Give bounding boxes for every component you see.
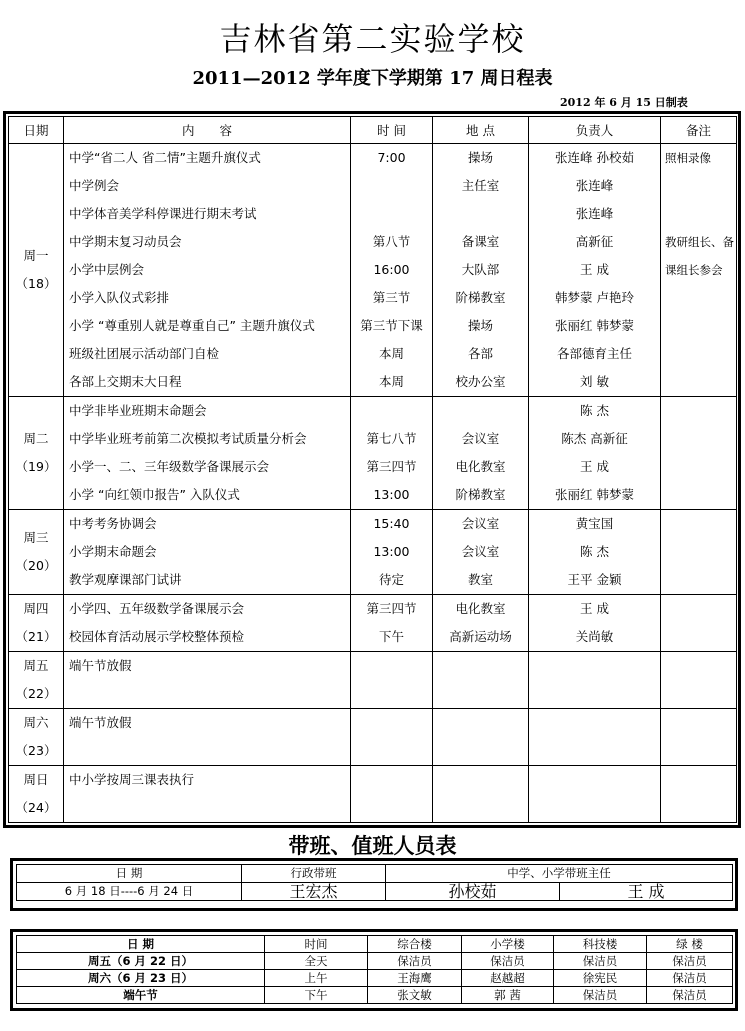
item-person <box>529 709 660 737</box>
item-content: 中学期末复习动员会 <box>69 234 182 249</box>
item-content <box>64 737 350 765</box>
page-subtitle: 2011—2012 学年度下学期第 17 周日程表 <box>192 68 553 89</box>
col-note: 备注 <box>661 117 737 144</box>
schedule-frame <box>3 111 741 828</box>
clean-date: 周六（6 月 23 日） <box>17 970 265 987</box>
clean-date: 周五（6 月 22 日） <box>17 953 265 970</box>
item-time: 本周 <box>378 374 404 389</box>
note-cell <box>661 397 737 510</box>
place-cell <box>433 397 529 510</box>
week-number: （22） <box>15 686 57 701</box>
item-time <box>351 200 432 228</box>
time-cell <box>351 397 433 510</box>
note-cell <box>661 595 737 652</box>
clean-cell: 保洁员 <box>647 987 733 1004</box>
clean-cell: 保洁员 <box>647 970 733 987</box>
item-place: 会议室 <box>461 431 500 446</box>
clean-cell: 徐宪民 <box>554 970 647 987</box>
item-time: 15:40 <box>373 516 410 531</box>
clean-cell: 保洁员 <box>554 987 647 1004</box>
clean-col-b2: 小学楼 <box>462 936 554 953</box>
day-name: 周日 <box>23 772 49 787</box>
day-row <box>9 595 737 652</box>
item-person: 高新征 <box>575 234 614 249</box>
item-person: 黄宝国 <box>575 516 614 531</box>
note-cell <box>661 652 737 709</box>
item-time: 第七八节 <box>366 431 417 446</box>
cleaning-row <box>17 970 733 987</box>
item-time: 13:00 <box>373 487 410 502</box>
day-cell <box>9 652 64 709</box>
item-time <box>351 652 432 680</box>
day-row <box>9 709 737 766</box>
duty-teacher-1: 孙校茹 <box>386 883 560 901</box>
day-row <box>9 766 737 823</box>
duty-admin: 王宏杰 <box>242 883 386 901</box>
item-time <box>351 397 432 425</box>
day-cell <box>9 510 64 595</box>
item-person: 王 成 <box>580 262 609 277</box>
item-content: 端午节放假 <box>69 715 132 730</box>
clean-cell: 王海鹰 <box>368 970 462 987</box>
made-date: 2012 年 6 月 15 日制表 <box>560 96 688 109</box>
item-place: 阶梯教室 <box>455 290 506 305</box>
time-cell <box>351 766 433 823</box>
clean-col-b4: 绿 楼 <box>647 936 733 953</box>
day-cell <box>9 709 64 766</box>
item-person: 各部德育主任 <box>556 346 632 361</box>
time-cell <box>351 595 433 652</box>
item-place <box>433 652 528 680</box>
item-content: 中学非毕业班期末命题会 <box>69 403 207 418</box>
place-cell <box>433 595 529 652</box>
clean-cell: 赵越超 <box>462 970 554 987</box>
item-content: 端午节放假 <box>69 658 132 673</box>
item-person: 王 成 <box>580 459 609 474</box>
item-content: 小学一、二、三年级数学备课展示会 <box>69 459 270 474</box>
item-place <box>433 680 528 708</box>
day-name: 周六 <box>23 715 49 730</box>
content-cell <box>64 510 351 595</box>
item-person <box>529 680 660 708</box>
content-cell <box>64 652 351 709</box>
day-name: 周一 <box>23 248 49 263</box>
item-content: 校园体育活动展示学校整体预检 <box>69 629 245 644</box>
time-cell <box>351 652 433 709</box>
week-number: （24） <box>15 800 57 815</box>
item-place <box>433 709 528 737</box>
item-place: 操场 <box>467 150 493 165</box>
content-cell <box>64 709 351 766</box>
item-content: 各部上交期末大日程 <box>69 374 182 389</box>
item-content: 小学四、五年级数学备课展示会 <box>69 601 245 616</box>
item-place: 电化教室 <box>455 601 506 616</box>
item-person: 陈杰 高新征 <box>561 431 628 446</box>
day-name: 周二 <box>23 431 49 446</box>
day-cell <box>9 766 64 823</box>
person-cell <box>529 510 661 595</box>
item-place <box>433 766 528 794</box>
person-cell <box>529 709 661 766</box>
day-row <box>9 397 737 510</box>
item-time: 下午 <box>378 629 404 644</box>
person-cell <box>529 766 661 823</box>
item-person <box>529 737 660 765</box>
item-person: 王 成 <box>580 601 609 616</box>
item-place: 各部 <box>467 346 493 361</box>
day-cell <box>9 595 64 652</box>
clean-time: 全天 <box>265 953 368 970</box>
item-content <box>64 680 350 708</box>
item-place: 电化教室 <box>455 459 506 474</box>
col-date: 日期 <box>9 117 64 144</box>
cleaning-header-row <box>17 936 733 953</box>
item-content: 班级社团展示活动部门自检 <box>69 346 220 361</box>
clean-cell: 保洁员 <box>368 953 462 970</box>
item-person: 张丽红 韩梦蒙 <box>555 318 634 333</box>
item-time <box>351 680 432 708</box>
clean-time: 上午 <box>265 970 368 987</box>
week-number: （18） <box>15 276 57 291</box>
item-time: 7:00 <box>377 150 406 165</box>
item-person: 张丽红 韩梦蒙 <box>555 487 634 502</box>
item-time <box>351 172 432 200</box>
time-cell <box>351 510 433 595</box>
person-cell <box>529 144 661 397</box>
clean-date: 端午节 <box>17 987 265 1004</box>
item-content: 中考考务协调会 <box>69 516 157 531</box>
item-time: 第三四节 <box>366 459 417 474</box>
duty-col-admin: 行政带班 <box>242 865 386 883</box>
week-number: （21） <box>15 629 57 644</box>
duty-teacher-2: 王 成 <box>560 883 733 901</box>
place-cell <box>433 766 529 823</box>
place-cell <box>433 709 529 766</box>
note-cell <box>661 766 737 823</box>
item-place: 校办公室 <box>455 374 506 389</box>
content-cell <box>64 397 351 510</box>
duty-table <box>16 864 733 901</box>
item-place: 教室 <box>467 572 493 587</box>
duty-row <box>17 883 733 901</box>
page-title: 吉林省第二实验学校 <box>219 20 526 58</box>
time-cell <box>351 709 433 766</box>
day-row <box>9 510 737 595</box>
item-person: 韩梦蒙 卢艳玲 <box>555 290 634 305</box>
item-person: 刘 敏 <box>580 374 609 389</box>
time-cell <box>351 144 433 397</box>
duty-date: 6 月 18 日----6 月 24 日 <box>17 883 242 901</box>
clean-col-b1: 综合楼 <box>368 936 462 953</box>
col-content: 内 容 <box>64 117 351 144</box>
content-cell <box>64 144 351 397</box>
note-cell <box>661 709 737 766</box>
item-place <box>433 737 528 765</box>
day-cell <box>9 397 64 510</box>
person-cell <box>529 595 661 652</box>
day-name: 周四 <box>23 601 49 616</box>
item-place: 主任室 <box>461 178 500 193</box>
duty-col-teachers: 中学、小学带班主任 <box>386 865 733 883</box>
day-row <box>9 144 737 397</box>
item-place: 备课室 <box>461 234 500 249</box>
item-content: 小学中层例会 <box>69 262 145 277</box>
item-time: 第三节 <box>372 290 411 305</box>
item-content <box>64 794 350 822</box>
duty-header-row <box>17 865 733 883</box>
note-cell <box>661 510 737 595</box>
item-content: 教学观摩课部门试讲 <box>69 572 182 587</box>
day-name: 周三 <box>23 530 49 545</box>
content-cell <box>64 766 351 823</box>
item-person <box>529 794 660 822</box>
cleaning-frame <box>10 929 738 1011</box>
item-time: 第三四节 <box>366 601 417 616</box>
clean-col-time: 时间 <box>265 936 368 953</box>
item-place <box>433 397 528 425</box>
clean-cell: 郭 茜 <box>462 987 554 1004</box>
item-time <box>351 737 432 765</box>
col-person: 负责人 <box>529 117 661 144</box>
item-time: 第三节下课 <box>360 318 423 333</box>
item-person: 陈 杰 <box>580 403 609 418</box>
cleaning-row <box>17 987 733 1004</box>
clean-col-b3: 科技楼 <box>554 936 647 953</box>
item-content: 中学体音美学科停课进行期末考试 <box>69 206 257 221</box>
item-place: 会议室 <box>461 544 500 559</box>
col-time: 时 间 <box>351 117 433 144</box>
schedule-table <box>8 116 737 823</box>
item-place: 大队部 <box>461 262 500 277</box>
item-time <box>351 794 432 822</box>
schedule-header-row <box>9 117 737 144</box>
clean-time: 下午 <box>265 987 368 1004</box>
item-time <box>351 709 432 737</box>
day-note: 照相录像 教研组长、备 课组长参会 <box>665 151 734 277</box>
item-person: 陈 杰 <box>580 544 609 559</box>
note-cell <box>661 144 737 397</box>
item-content: 中小学按周三课表执行 <box>69 772 195 787</box>
item-person: 张连峰 <box>575 206 614 221</box>
place-cell <box>433 652 529 709</box>
item-place: 会议室 <box>461 516 500 531</box>
clean-col-date: 日 期 <box>17 936 265 953</box>
day-row <box>9 652 737 709</box>
day-cell <box>9 144 64 397</box>
item-time: 16:00 <box>373 262 410 277</box>
item-time: 第八节 <box>372 234 411 249</box>
item-time: 本周 <box>378 346 404 361</box>
item-place <box>433 200 528 228</box>
item-time <box>351 766 432 794</box>
duty-frame <box>10 858 738 911</box>
clean-cell: 保洁员 <box>647 953 733 970</box>
place-cell <box>433 144 529 397</box>
day-name: 周五 <box>23 658 49 673</box>
item-person: 张连峰 <box>575 178 614 193</box>
item-person: 王平 金颖 <box>567 572 622 587</box>
place-cell <box>433 510 529 595</box>
clean-cell: 张文敏 <box>368 987 462 1004</box>
item-content: 中学毕业班考前第二次模拟考试质量分析会 <box>69 431 307 446</box>
duty-title: 带班、值班人员表 <box>288 834 457 858</box>
item-person: 张连峰 孙校茹 <box>555 150 634 165</box>
cleaning-table <box>16 935 733 1004</box>
week-number: （23） <box>15 743 57 758</box>
person-cell <box>529 397 661 510</box>
item-place <box>433 794 528 822</box>
item-person <box>529 766 660 794</box>
item-content: 小学 “尊重别人就是尊重自己” 主题升旗仪式 <box>69 318 315 333</box>
item-place: 操场 <box>467 318 493 333</box>
item-time: 13:00 <box>373 544 410 559</box>
duty-col-date: 日 期 <box>17 865 242 883</box>
cleaning-row <box>17 953 733 970</box>
item-place: 阶梯教室 <box>455 487 506 502</box>
item-place: 高新运动场 <box>449 629 512 644</box>
person-cell <box>529 652 661 709</box>
item-content: 中学“省二人 省二情”主题升旗仪式 <box>69 150 261 165</box>
item-content: 小学期末命题会 <box>69 544 157 559</box>
item-person <box>529 652 660 680</box>
item-content: 中学例会 <box>69 178 120 193</box>
item-content: 小学 “向红领巾报告” 入队仪式 <box>69 487 240 502</box>
col-place: 地 点 <box>433 117 529 144</box>
item-content: 小学入队仪式彩排 <box>69 290 170 305</box>
week-number: （19） <box>15 459 57 474</box>
clean-cell: 保洁员 <box>554 953 647 970</box>
item-time: 待定 <box>378 572 404 587</box>
clean-cell: 保洁员 <box>462 953 554 970</box>
week-number: （20） <box>15 558 57 573</box>
item-person: 关尚敏 <box>575 629 614 644</box>
content-cell <box>64 595 351 652</box>
